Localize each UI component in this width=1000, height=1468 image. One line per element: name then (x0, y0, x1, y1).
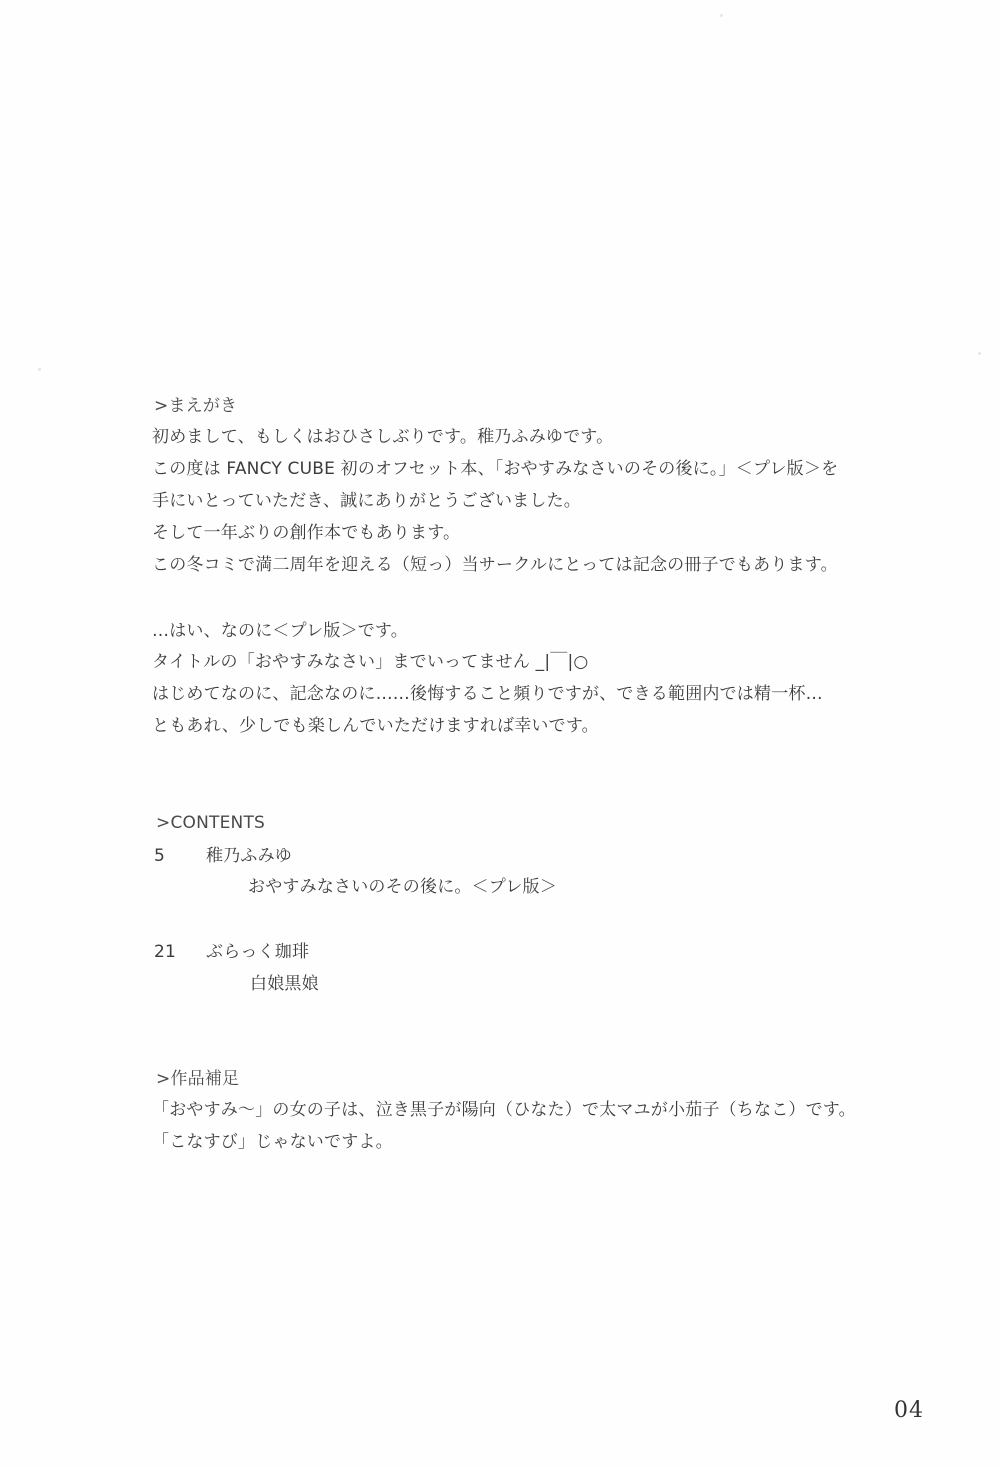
preface-heading: >まえがき (154, 396, 238, 416)
paper-speck (720, 14, 723, 17)
paper-speck (978, 352, 981, 355)
contents-heading: >CONTENTS (156, 813, 266, 833)
notes-heading: >作品補足 (156, 1069, 240, 1089)
contents-author: 稚乃ふみゆ (206, 846, 292, 866)
preface-line: そして一年ぶりの創作本でもあります。 (152, 523, 461, 543)
preface-line: この冬コミで満二周年を迎える（短っ）当サークルにとっては記念の冊子でもあります。 (152, 555, 838, 575)
contents-title: おやすみなさいのその後に。＜プレ版＞ (248, 877, 557, 897)
preface-line: ともあれ、少しでも楽しんでいただけますれば幸いです。 (152, 716, 599, 736)
paper-speck (38, 368, 41, 371)
contents-page-number: 21 (154, 942, 177, 962)
preface-line: 初めまして、もしくはおひさしぶりです。稚乃ふみゆです。 (152, 427, 614, 447)
page-number: 04 (894, 1398, 924, 1423)
notes-line: 「おやすみ〜」の女の子は、泣き黒子が陽向（ひなた）で太マユが小茄子（ちなこ）です。 (152, 1100, 856, 1120)
preface-line: この度は FANCY CUBE 初のオフセット本、「おやすみなさいのその後に。」＜プレ版＞を (152, 459, 839, 479)
preface-line: はじめてなのに、記念なのに……後悔すること頻りですが、できる範囲内では精一杯… (152, 684, 823, 704)
preface-line: …はい、なのに＜プレ版＞です。 (152, 621, 408, 641)
contents-page-number: 5 (154, 846, 166, 866)
notes-line: 「こなすび」じゃないですよ。 (152, 1132, 393, 1152)
preface-line: 手にいとっていただき、誠にありがとうございました。 (152, 491, 581, 511)
preface-line: タイトルの「おやすみなさい」までいってません _|￣|○ (152, 652, 589, 672)
contents-title: 白娘黒娘 (250, 974, 319, 994)
contents-author: ぶらっく珈琲 (206, 942, 310, 962)
